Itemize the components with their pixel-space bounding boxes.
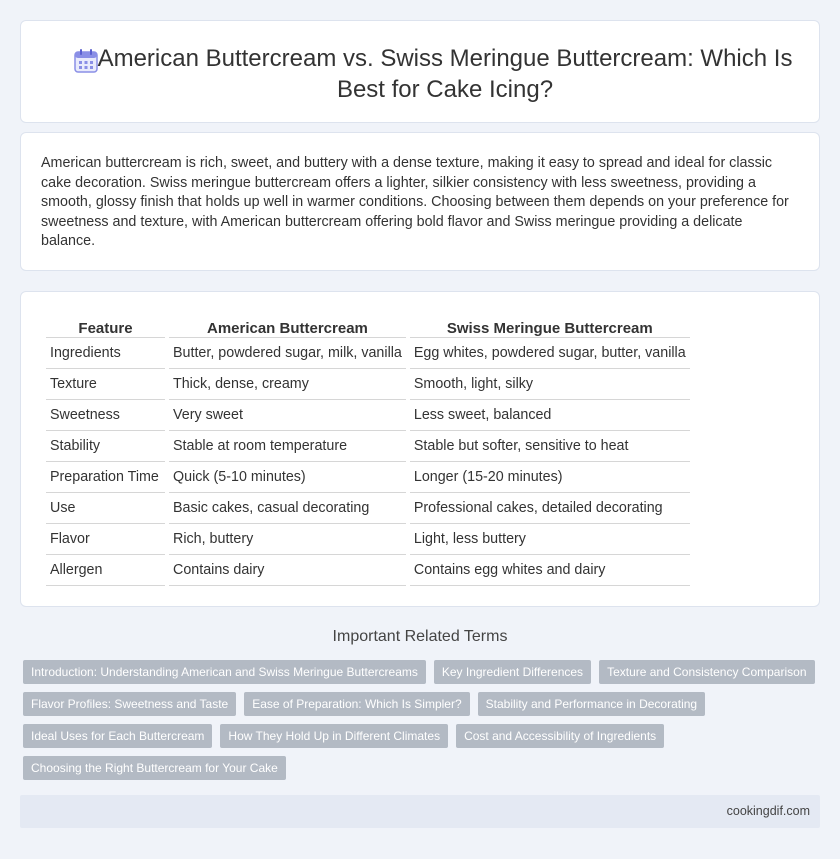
- table-cell: Ingredients: [46, 338, 165, 369]
- table-cell: Professional cakes, detailed decorating: [410, 493, 690, 524]
- related-term-link[interactable]: Stability and Performance in Decorating: [478, 692, 705, 716]
- related-term-link[interactable]: Flavor Profiles: Sweetness and Taste: [23, 692, 236, 716]
- column-header: American Buttercream: [169, 316, 406, 338]
- table-cell: Stable at room temperature: [169, 431, 406, 462]
- page-title: American Buttercream vs. Swiss Meringue Buttercream: Which Is Best for Cake Icing?: [97, 45, 793, 103]
- related-term-link[interactable]: Introduction: Understanding American and Swiss Meringue Buttercreams: [23, 660, 426, 684]
- table-cell: Use: [46, 493, 165, 524]
- table-row: [46, 369, 690, 400]
- table-cell: Contains dairy: [169, 555, 406, 586]
- table-cell: Very sweet: [169, 400, 406, 431]
- table-cell: Thick, dense, creamy: [169, 369, 406, 400]
- column-header: Feature: [46, 316, 165, 338]
- table-cell: Egg whites, powdered sugar, butter, vanilla: [410, 338, 690, 369]
- table-cell: Rich, buttery: [169, 524, 406, 555]
- table-cell: Sweetness: [46, 400, 165, 431]
- related-term-link[interactable]: Ease of Preparation: Which Is Simpler?: [244, 692, 469, 716]
- table-cell: Basic cakes, casual decorating: [169, 493, 406, 524]
- table-cell: Light, less buttery: [410, 524, 690, 555]
- related-terms-list: [23, 660, 823, 780]
- column-header: Swiss Meringue Buttercream: [410, 316, 690, 338]
- footer: [20, 795, 820, 828]
- related-term-link[interactable]: Cost and Accessibility of Ingredients: [456, 724, 664, 748]
- related-term-link[interactable]: How They Hold Up in Different Climates: [220, 724, 448, 748]
- table-cell: Stability: [46, 431, 165, 462]
- intro-paragraph: American buttercream is rich, sweet, and buttery with a dense texture, making it easy to spread and ideal for classic cake decoration. Swiss meringue buttercream offers a lighter, silkier consistency with less sweetness, providing a smooth, glossy finish that holds up well in warmer conditions. Choosing between them depends on your preference for sweetness and texture, with American buttercream offering bold flavor and Swiss meringue providing a delicate balance.: [41, 155, 789, 250]
- footer-site-link[interactable]: cookingdif.com: [726, 804, 810, 818]
- table-cell: Flavor: [46, 524, 165, 555]
- comparison-card: [20, 291, 820, 607]
- table-cell: Longer (15-20 minutes): [410, 462, 690, 493]
- table-row: [46, 493, 690, 524]
- table-row: [46, 524, 690, 555]
- related-terms-title: Important Related Terms: [332, 628, 508, 645]
- header-card: [20, 20, 820, 123]
- table-cell: Stable but softer, sensitive to heat: [410, 431, 690, 462]
- related-term-link[interactable]: Ideal Uses for Each Buttercream: [23, 724, 212, 748]
- table-cell: Less sweet, balanced: [410, 400, 690, 431]
- related-term-link[interactable]: Texture and Consistency Comparison: [599, 660, 814, 684]
- table-cell: Quick (5-10 minutes): [169, 462, 406, 493]
- table-header-row: [46, 316, 690, 338]
- table-cell: Texture: [46, 369, 165, 400]
- table-row: [46, 431, 690, 462]
- table-cell: Preparation Time: [46, 462, 165, 493]
- table-cell: Allergen: [46, 555, 165, 586]
- table-cell: Butter, powdered sugar, milk, vanilla: [169, 338, 406, 369]
- table-cell: Smooth, light, silky: [410, 369, 690, 400]
- table-row: [46, 400, 690, 431]
- related-term-link[interactable]: Key Ingredient Differences: [434, 660, 591, 684]
- comparison-table: [42, 316, 694, 586]
- intro-card: [20, 132, 820, 271]
- table-row: [46, 338, 690, 369]
- table-row: [46, 555, 690, 586]
- table-row: [46, 462, 690, 493]
- related-term-link[interactable]: Choosing the Right Buttercream for Your Cake: [23, 756, 286, 780]
- table-cell: Contains egg whites and dairy: [410, 555, 690, 586]
